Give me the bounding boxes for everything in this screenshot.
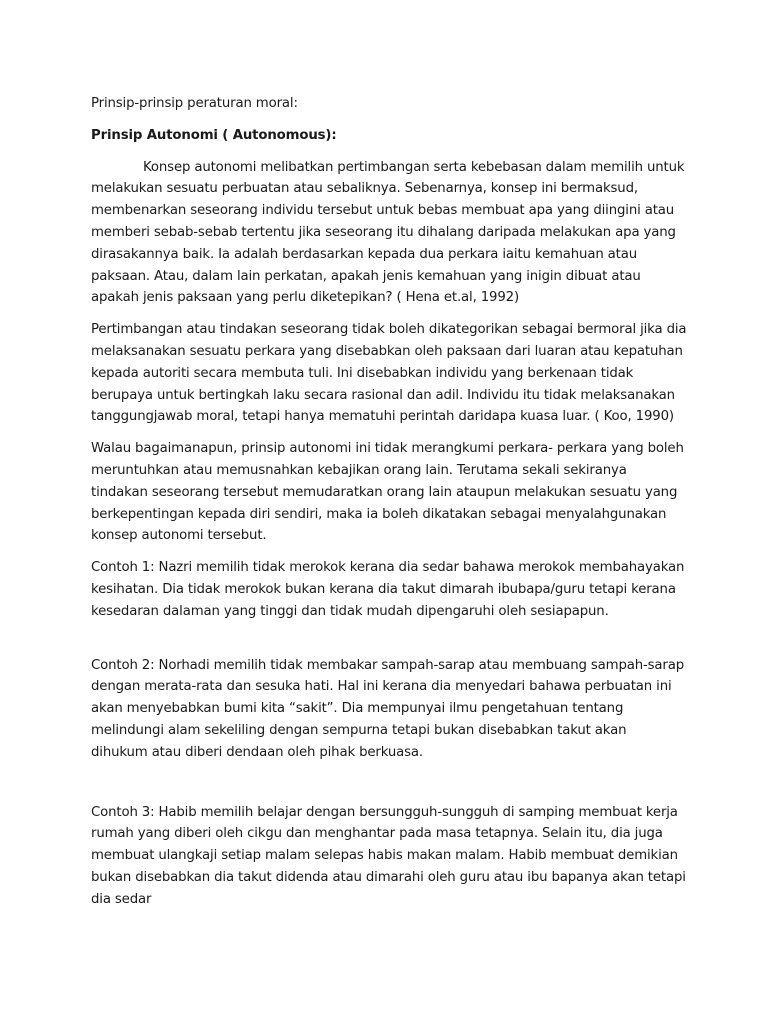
paragraph-3: Walau bagaimanapun, prinsip autonomi ini tidak merangkumi perkara- perkara yang boleh meruntuhkan atau memusnahkan kebajikan orang lain. Terutama sekali sekiranya tindakan seseorang tersebut memudaratkan orang lain ataupun melakukan sesuatu yang berkepentingan kepada diri sendiri, maka ia boleh dikatakan sebagai menyalahgunakan konsep autonomi tersebut. <box>91 441 684 544</box>
section-heading: Prinsip Autonomi ( Autonomous): <box>91 127 337 143</box>
document-body <box>91 93 687 921</box>
example-1: Contoh 1: Nazri memilih tidak merokok kerana dia sedar bahawa merokok membahayakan kesihatan. Dia tidak merokok bukan kerana dia takut dimarah ibubapa/guru tetapi kerana kesedaran dalaman yang tinggi dan tidak mudah dipengaruhi oleh sesiapapun. <box>91 560 685 619</box>
paragraph-2: Pertimbangan atau tindakan seseorang tidak boleh dikategorikan sebagai bermoral jika dia melaksanakan sesuatu perkara yang disebabkan oleh paksaan dari luaran atau kepatuhan kepada autoriti secara membuta tuli. Ini disebabkan individu yang berkenaan tidak berupaya untuk bertingkah laku secara rasional dan adil. Individu itu tidak melaksanakan tanggungjawab moral, tetapi hanya mematuhi perintah daridapa kuasa luar. ( Koo, 1990) <box>91 322 687 425</box>
paragraph-1: Konsep autonomi melibatkan pertimbangan serta kebebasan dalam memilih untuk melakukan sesuatu perbuatan atau sebaliknya. Sebenarnya, konsep ini bermaksud, membenarkan seseorang individu tersebut untuk bebas membuat apa yang diingini atau memberi sebab-sebab tertentu jika seseorang itu dihalang daripada melakukan apa yang dirasakannya baik. Ia adalah berdasarkan kepada dua perkara iaitu kemahuan atau paksaan. Atau, dalam lain perkatan, apakah jenis kemahuan yang inigin dibuat atau apakah jenis paksaan yang perlu diketepikan? ( Hena et.al, 1992) <box>91 159 685 306</box>
example-3: Contoh 3: Habib memilih belajar dengan bersungguh-sungguh di samping membuat kerja rumah yang diberi oleh cikgu dan menghantar pada masa tetapnya. Selain itu, dia juga membuat ulangkaji setiap malam selepas habis makan malam. Habib membuat demikian bukan disebabkan dia takut didenda atau dimarahi oleh guru atau ibu bapanya akan tetapi dia sedar <box>91 804 686 907</box>
document-title: Prinsip-prinsip peraturan moral: <box>91 96 298 111</box>
example-2: Contoh 2: Norhadi memilih tidak membakar sampah-sarap atau membuang sampah-sarap dengan merata-rata dan sesuka hati. Hal ini kerana dia menyedari bahawa perbuatan ini akan menyebabkan bumi kita “sakit”. Dia mempunyai ilmu pengetahuan tentang melindungi alam sekeliling dengan sempurna tetapi bukan disebabkan takut akan dihukum atau diberi dendaan oleh pihak berkuasa. <box>91 657 685 760</box>
